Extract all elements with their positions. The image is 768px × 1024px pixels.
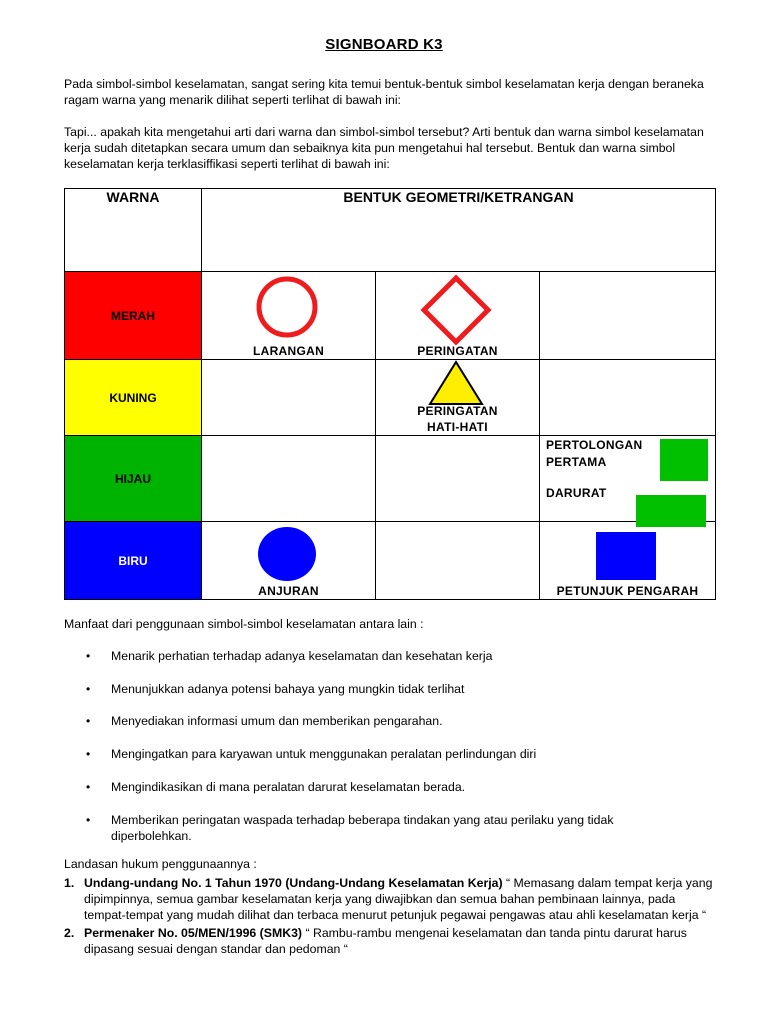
intro-paragraph-2: Tapi... apakah kita mengetahui arti dari warna dan simbol-simbol tersebut? Arti bentuk dan warna simbol keselamatan kerja sudah ditetapkan secara umum dan sebaiknya kita pun mengetahui hal tersebut. Bentuk dan warna simbol keselamatan kerja terklasiffikasi seperti terlihat di bawah ini: (64, 125, 704, 171)
label-peringatan: PERINGATAN (417, 344, 498, 358)
blue-circle-icon (256, 525, 318, 583)
law-number: 2. (64, 926, 75, 940)
cell-larangan (202, 272, 376, 360)
cell-empty-kuning-1 (202, 360, 376, 436)
bullet-icon: • (86, 813, 91, 827)
label-darurat: DARURAT (546, 486, 607, 500)
label-petunjuk: PETUNJUK PENGARAH (556, 584, 699, 598)
label-larangan: LARANGAN (252, 344, 325, 358)
cell-pertolongan-darurat (540, 436, 716, 522)
color-label-hijau: HIJAU (114, 471, 151, 486)
header-warna: WARNA (65, 189, 202, 272)
color-cell-merah (65, 272, 202, 360)
bullet-icon: • (86, 649, 91, 663)
cell-empty-biru (376, 522, 540, 600)
color-label-kuning: KUNING (109, 390, 157, 405)
cell-empty-hijau-2 (376, 436, 540, 522)
bullet-icon: • (86, 714, 91, 728)
manfaat-intro: Manfaat dari penggunaan simbol-simbol keselamatan antara lain : (64, 617, 424, 631)
color-cell-hijau (65, 436, 202, 522)
color-cell-biru (65, 522, 202, 600)
law-item-2 (64, 925, 714, 957)
cell-empty-merah (540, 272, 716, 360)
red-circle-icon (254, 275, 320, 339)
label-peringatan-hati-1: PERINGATAN (417, 404, 498, 418)
label-pertolongan-1: PERTOLONGAN (546, 438, 643, 452)
bullet-icon: • (86, 747, 91, 761)
law-text: “ Rambu-rambu mengenai keselamatan dan tanda pintu darurat harus dipasang sesuai dengan standar dan pedoman “ (84, 926, 687, 956)
yellow-triangle-icon (428, 360, 484, 406)
color-cell-kuning (65, 360, 202, 436)
cell-empty-kuning-2 (540, 360, 716, 436)
green-square-icon (660, 439, 708, 481)
law-number: 1. (64, 876, 75, 890)
red-diamond-icon (420, 274, 492, 346)
safety-sign-table (64, 188, 716, 600)
landasan-intro: Landasan hukum penggunaannya : (64, 857, 257, 871)
label-peringatan-hati-2: HATI-HATI (427, 420, 488, 434)
law-title: Permenaker No. 05/MEN/1996 (SMK3) (84, 926, 303, 940)
cell-anjuran (202, 522, 376, 600)
page-title: SIGNBOARD K3 (325, 36, 443, 53)
law-item-1 (64, 875, 714, 923)
label-pertolongan-2: PERTAMA (546, 455, 607, 469)
cell-petunjuk (540, 522, 716, 600)
blue-rectangle-icon (596, 532, 656, 580)
label-anjuran: ANJURAN (258, 584, 319, 598)
header-bentuk: BENTUK GEOMETRI/KETRANGAN (202, 189, 716, 272)
law-title: Undang-undang No. 1 Tahun 1970 (Undang-Undang Keselamatan Kerja) (84, 876, 503, 890)
intro-paragraph-1: Pada simbol-simbol keselamatan, sangat sering kita temui bentuk-bentuk simbol keselamatan kerja dengan beraneka ragam warna yang menarik dilihat seperti terlihat di bawah ini: (64, 77, 704, 107)
cell-peringatan (376, 272, 540, 360)
color-label-biru: BIRU (118, 553, 148, 568)
cell-peringatan-hati (376, 360, 540, 436)
law-text: “ Memasang dalam tempat kerja yang dipimpinnya, semua gambar keselamatan kerja yang diwajibkan dan semua bahan pembinaan lainnya, pada tempat-tempat yang mudah dilihat dan terbaca menurut petunjuk pegawai pengawas atau ahli keselamatan kerja “ (84, 876, 713, 922)
bullet-icon: • (86, 780, 91, 794)
laws-list (64, 875, 714, 959)
bullet-icon: • (86, 682, 91, 696)
cell-empty-hijau-1 (202, 436, 376, 522)
color-label-merah: MERAH (111, 308, 155, 323)
